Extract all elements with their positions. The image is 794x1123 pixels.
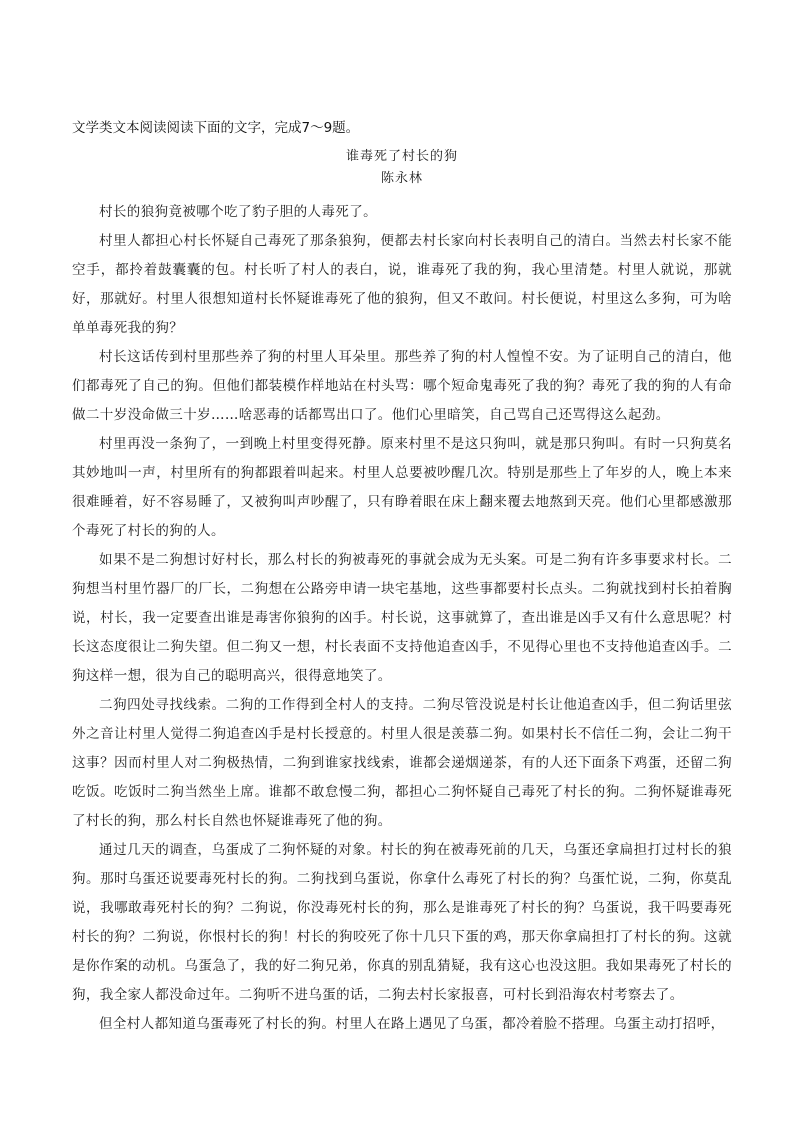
paragraph-6: 二狗四处寻找线索。二狗的工作得到全村人的支持。二狗尽管没说是村长让他追查凶手，但二狗话里弦外之音让村里人觉得二狗追查凶手是村长授意的。村里人很是羡慕二狗。如果村长不信任二狗，会让二狗干这事？因而村里人对二狗极热情，二狗到谁家找线索，谁都会递烟递茶，有的人还下面条下鸡蛋，还留二狗吃饭。吃饭时二狗当然坐上席。谁都不敢怠慢二狗，都担心二狗怀疑自己毒死了村长的狗。二狗怀疑谁毒死了村长的狗，那么村长自然也怀疑谁毒死了他的狗。	[72, 697, 732, 829]
article-author: 陈永林	[380, 171, 423, 186]
paragraph-2: 村里人都担心村长怀疑自己毒死了那条狼狗，便都去村长家向村长表明自己的清白。当然去村长家不能空手，都拎着鼓囊囊的包。村长听了村人的表白，说，谁毒死了我的狗，我心里清楚。村里人就说，那就好，那就好。村里人很想知道村长怀疑谁毒死了他的狼狗，但又不敢问。村长便说，村里这么多狗，可为啥单单毒死我的狗？	[72, 233, 732, 336]
paragraph-3: 村长这话传到村里那些养了狗的村里人耳朵里。那些养了狗的村人惶惶不安。为了证明自己的清白，他们都毒死了自己的狗。但他们都装模作样地站在村头骂：哪个短命鬼毒死了我的狗？毒死了我的狗的人有命做二十岁没命做三十岁……啥恶毒的话都骂出口了。他们心里暗笑，自己骂自己还骂得这么起劲。	[72, 349, 732, 423]
paragraph-8: 但全村人都知道乌蛋毒死了村长的狗。村里人在路上遇见了乌蛋，都冷着脸不搭理。乌蛋主动打招呼，	[99, 1016, 725, 1032]
question-intro: 文学类文本阅读阅读下面的文字，完成7～9题。	[72, 120, 360, 136]
paragraph-1: 村长的狼狗竟被哪个吃了豹子胆的人毒死了。	[99, 204, 377, 220]
paragraph-4: 村里再没一条狗了，一到晚上村里变得死静。原来村里不是这只狗叫，就是那只狗叫。有时一只狗莫名其妙地叫一声，村里所有的狗都跟着叫起来。村里人总要被吵醒几次。特别是那些上了年岁的人，晚上本来很难睡着，好不容易睡了，又被狗叫声吵醒了，只有睁着眼在床上翻来覆去地熬到天亮。他们心里都感激那个毒死了村长的狗的人。	[72, 436, 732, 539]
paragraph-5: 如果不是二狗想讨好村长，那么村长的狗被毒死的事就会成为无头案。可是二狗有许多事要求村长。二狗想当村里竹器厂的厂长，二狗想在公路旁申请一块宅基地，这些事都要村长点头。二狗就找到村长拍着胸说，村长，我一定要查出谁是毒害你狼狗的凶手。村长说，这事就算了，查出谁是凶手又有什么意思呢？村长这态度很让二狗失望。但二狗又一想，村长表面不支持他追查凶手，不见得心里也不支持他追查凶手。二狗这样一想，很为自己的聪明高兴，很得意地笑了。	[72, 552, 732, 684]
paragraph-7: 通过几天的调查，乌蛋成了二狗怀疑的对象。村长的狗在被毒死前的几天，乌蛋还拿扁担打过村长的狼狗。那时乌蛋还说要毒死村长的狗。二狗找到乌蛋说，你拿什么毒死了村长的狗？乌蛋忙说，二狗，你莫乱说，我哪敢毒死村长的狗？二狗说，你没毒死村长的狗，那么是谁毒死了村长的狗？乌蛋说，我干吗要毒死村长的狗？二狗说，你恨村长的狗！村长的狗咬死了你十几只下蛋的鸡，那天你拿扁担打了村长的狗。这就是你作案的动机。乌蛋急了，我的好二狗兄弟，你真的别乱猜疑，我有这心也没这胆。我如果毒死了村长的狗，我全家人都没命过年。二狗听不进乌蛋的话，二狗去村长家报喜，可村长到沿海农村考察去了。	[72, 842, 732, 1003]
document-body	[72, 118, 732, 1039]
article-title: 谁毒死了村长的狗	[345, 149, 458, 164]
